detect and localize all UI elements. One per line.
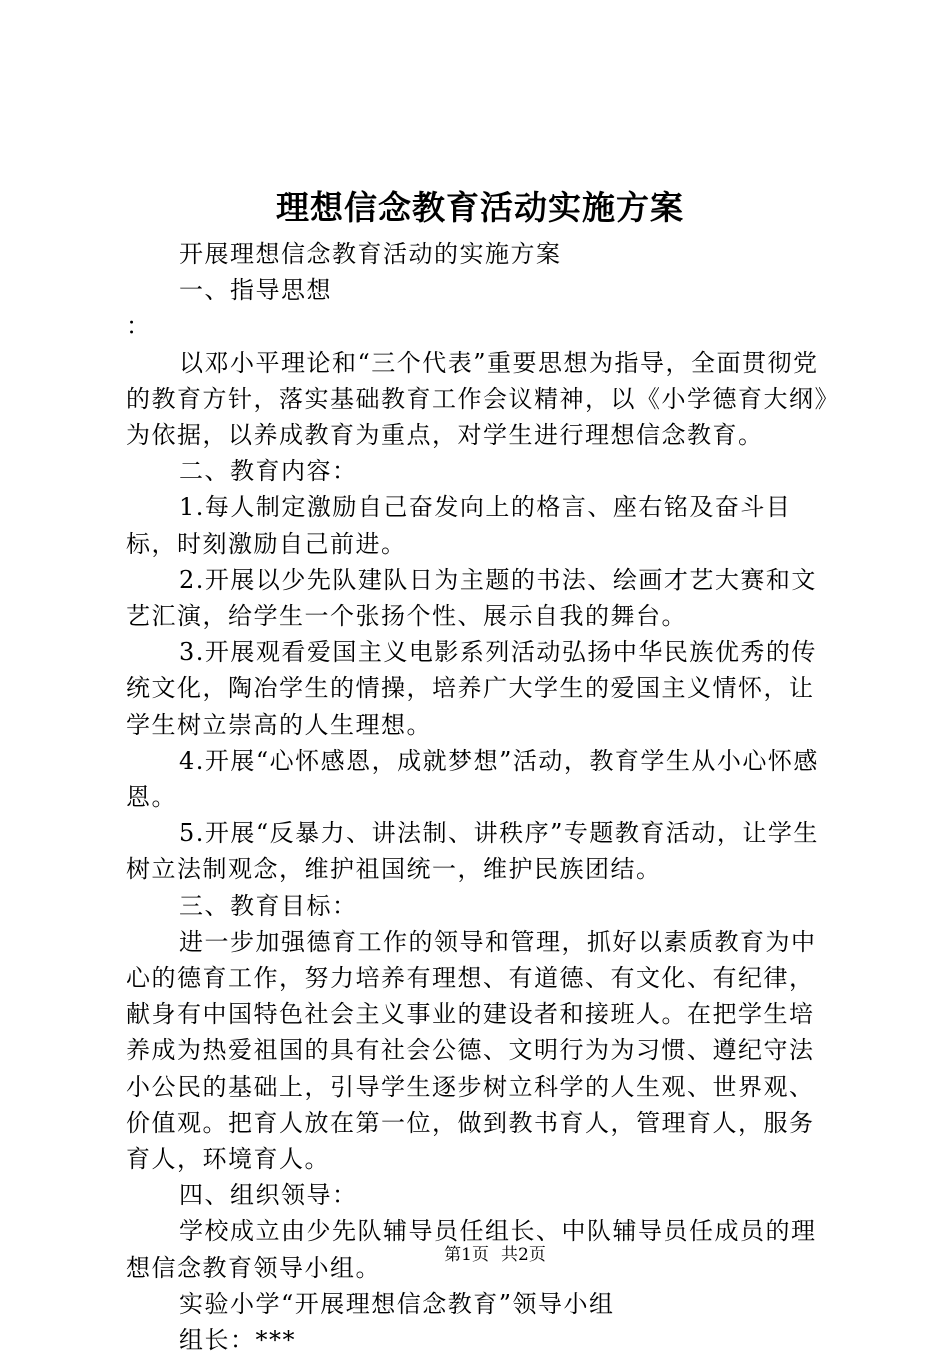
paragraph-guiding-thought: 以邓小平理论和“三个代表”重要思想为指导，全面贯彻党的教育方针，落实基础教育工作会议精神，以《小学德育大纲》为依据，以养成教育为重点，对学生进行理想信念教育。 xyxy=(126,348,828,450)
document-title: 理想信念教育活动实施方案 xyxy=(276,188,684,227)
section-heading-organization: 四、组织领导： xyxy=(179,1181,358,1210)
paragraph-education-goals: 进一步加强德育工作的领导和管理，抓好以素质教育为中心的德育工作，努力培养有理想、有道德、有文化、有纪律，献身有中国特色社会主义事业的建设者和接班人。在把学生培养成为热爱祖国的具有社会公德、文明行为为习惯、遵纪守法小公民的基础上，引导学生逐步树立科学的人生观、世界观、价值观。把育人放在第一位，做到教书育人，管理育人，服务育人，环境育人。 xyxy=(126,927,817,1174)
page-footer xyxy=(0,1242,950,1268)
document-body xyxy=(126,236,838,1358)
stray-colon: ： xyxy=(126,312,152,341)
group-leader-line: 组长：*** xyxy=(179,1326,296,1355)
list-item-4: 4.开展“心怀感恩，成就梦想”活动，教育学生从小心怀感恩。 xyxy=(126,746,819,812)
list-item-1: 1.每人制定激励自己奋发向上的格言、座右铭及奋斗目标，时刻激励自己前进。 xyxy=(126,493,792,558)
list-item-3: 3.开展观看爱国主义电影系列活动弘扬中华民族优秀的传统文化，陶冶学生的情操，培养广大学生的爱国主义情怀，让学生树立崇高的人生理想。 xyxy=(126,638,817,739)
page-number: 第1页 xyxy=(444,1245,489,1265)
page-total: 共2页 xyxy=(501,1245,546,1265)
section-heading-education-goals: 三、教育目标： xyxy=(179,891,358,920)
list-item-2: 2.开展以少先队建队日为主题的书法、绘画才艺大赛和文艺汇演，给学生一个张扬个性、展示自我的舞台。 xyxy=(126,565,817,631)
list-item-5: 5.开展“反暴力、讲法制、讲秩序”专题教育活动，让学生树立法制观念，维护祖国统一，维护民族团结。 xyxy=(126,819,819,884)
section-heading-education-content: 二、教育内容： xyxy=(179,457,358,486)
paragraph-organization: 学校成立由少先队辅导员任组长、中队辅导员任成员的理想信念教育领导小组。 xyxy=(126,1217,817,1282)
subtitle-line: 开展理想信念教育活动的实施方案 xyxy=(179,240,562,268)
group-name-line: 实验小学“开展理想信念教育”领导小组 xyxy=(179,1289,615,1318)
section-heading-guiding-thought: 一、指导思想 xyxy=(179,276,332,305)
